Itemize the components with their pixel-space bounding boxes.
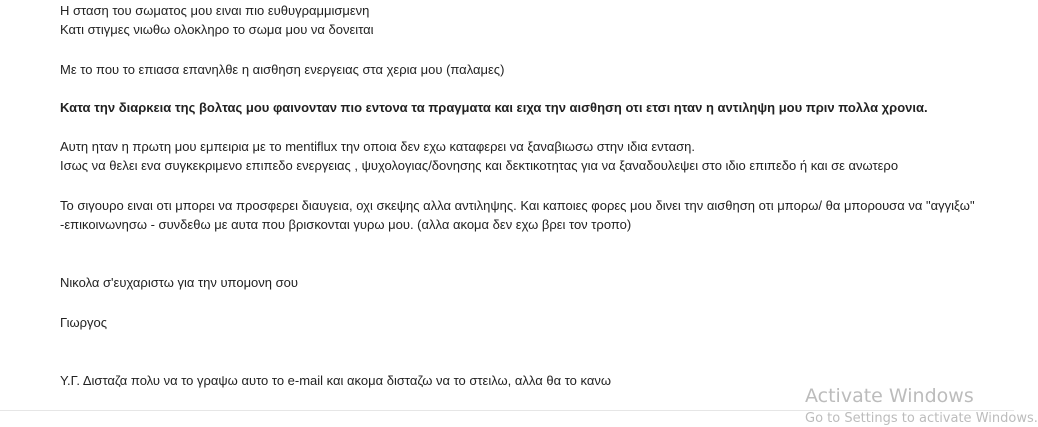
email-line-bold: Κατα την διαρκεια της βολτας μου φαινονταν πιο εντονα τα πραγματα και ειχα την αισθηση οτι ετσι ηταν η αντιληψη μου πριν πολλα χρονια. xyxy=(60,100,928,115)
email-signature: Γιωργος xyxy=(60,315,108,330)
email-postscript: Υ.Γ. Δισταζα πολυ να το γραψω αυτο το e-mail και ακομα δισταζω να το στειλω, αλλα θα το κανω xyxy=(60,373,612,388)
email-line: Η σταση του σωματος μου ειναι πιο ευθυγραμμισμενη xyxy=(60,3,370,18)
email-line: Με το που το επιασα επανηλθε η αισθηση ενεργειας στα χερια μου (παλαμες) xyxy=(60,62,505,77)
activation-watermark xyxy=(805,384,1038,427)
watermark-subtitle: Go to Settings to activate Windows. xyxy=(805,411,1038,426)
email-line: Αυτη ηταν η πρωτη μου εμπειρια με το mentiflux την οποια δεν εχω καταφερει να ξαναβιωσω στην ιδια ενταση. xyxy=(60,139,695,154)
email-line: -επικοινωνησω - συνδεθω με αυτα που βρισκονται γυρω μου. (αλλα ακομα δεν εχω βρει τον τροπο) xyxy=(60,217,632,232)
watermark-title: Activate Windows xyxy=(805,385,974,407)
email-line: Το σιγουρο ειναι οτι μπορει να προσφερει διαυγεια, οχι σκεψης αλλα αντιληψης. Και καποιες φορες μου δινει την αισθηση οτι μπορω/ θα μπορουσα να "αγγιξω" xyxy=(60,198,975,213)
email-line: Κατι στιγμες νιωθω ολοκληρο το σωμα μου να δονειται xyxy=(60,22,374,37)
email-line: Ισως να θελει ενα συγκεκριμενο επιπεδο ενεργειας , ψυχολογιας/δονησης και δεκτικοτητας για να ξαναδουλεψει στο ιδιο επιπεδο ή και σε ανωτερο xyxy=(60,158,899,173)
email-line: Νικολα σ'ευχαριστω για την υπομονη σου xyxy=(60,275,298,290)
